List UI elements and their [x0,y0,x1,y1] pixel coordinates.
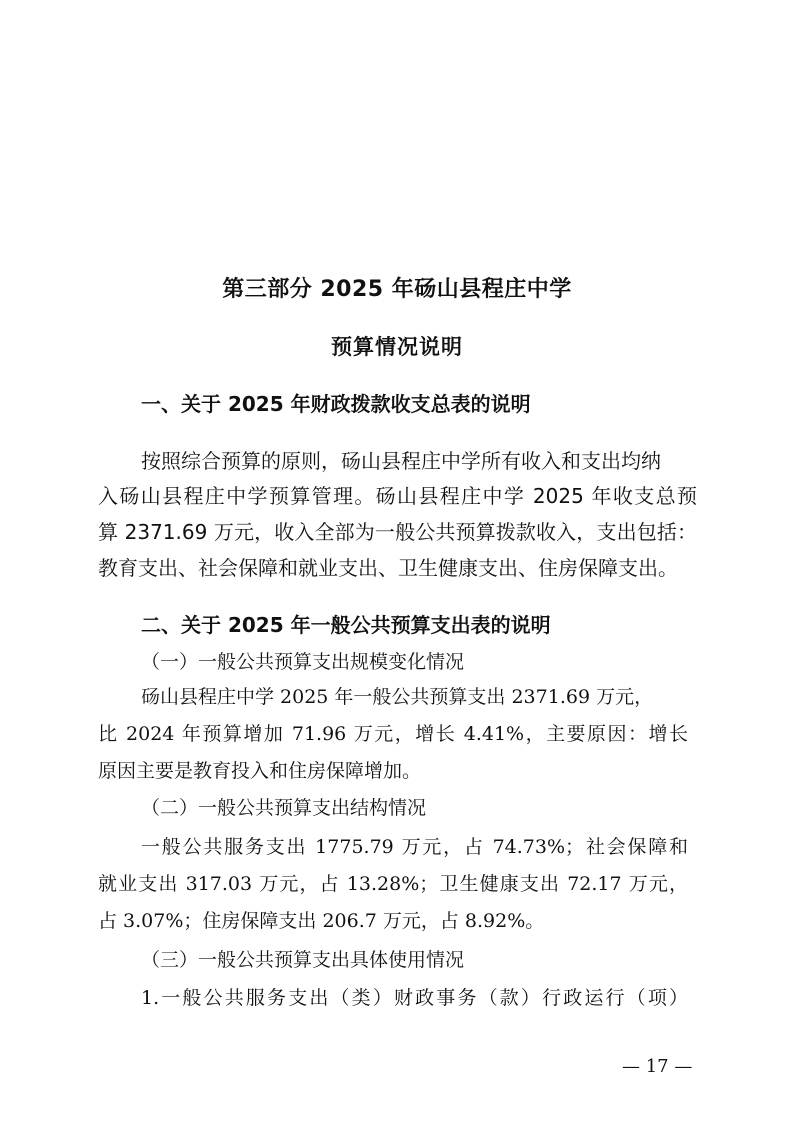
paragraph-line: 算 2371.69 万元，收入全部为一般公共预算拨款收入，支出包括： [98,520,697,544]
paragraph-line: 占 3.07%；住房保障支出 206.7 万元，占 8.92%。 [98,910,545,932]
paragraph-line: 一般公共服务支出 1775.79 万元，占 74.73%；社会保障和 [141,836,688,858]
document-title: 第三部分 2025 年砀山县程庄中学 [222,277,572,302]
subsection-heading-3: （三）一般公共预算支出具体使用情况 [141,949,465,971]
paragraph-line: 砀山县程庄中学 2025 年一般公共预算支出 2371.69 万元， [141,686,654,708]
subsection-heading-1: （一）一般公共预算支出规模变化情况 [141,651,465,673]
page-number: — 17 — [622,1056,693,1077]
section-heading-2: 二、关于 2025 年一般公共预算支出表的说明 [141,613,551,637]
paragraph-line: 1.一般公共服务支出（类）财政事务（款）行政运行（项） [141,987,688,1009]
paragraph-line: 教育支出、社会保障和就业支出、卫生健康支出、住房保障支出。 [98,556,678,580]
subsection-heading-2: （二）一般公共预算支出结构情况 [141,797,427,819]
section-heading-1: 一、关于 2025 年财政拨款收支总表的说明 [141,392,531,416]
paragraph-line: 原因主要是教育投入和住房保障增加。 [98,760,422,782]
paragraph-line: 入砀山县程庄中学预算管理。砀山县程庄中学 2025 年收支总预 [98,484,697,508]
paragraph-line: 按照综合预算的原则，砀山县程庄中学所有收入和支出均纳 [141,449,661,473]
paragraph-line: 就业支出 317.03 万元，占 13.28%；卫生健康支出 72.17 万元， [98,873,688,895]
document-subtitle: 预算情况说明 [331,335,463,359]
paragraph-line: 比 2024 年预算增加 71.96 万元，增长 4.41%，主要原因：增长 [98,723,688,745]
